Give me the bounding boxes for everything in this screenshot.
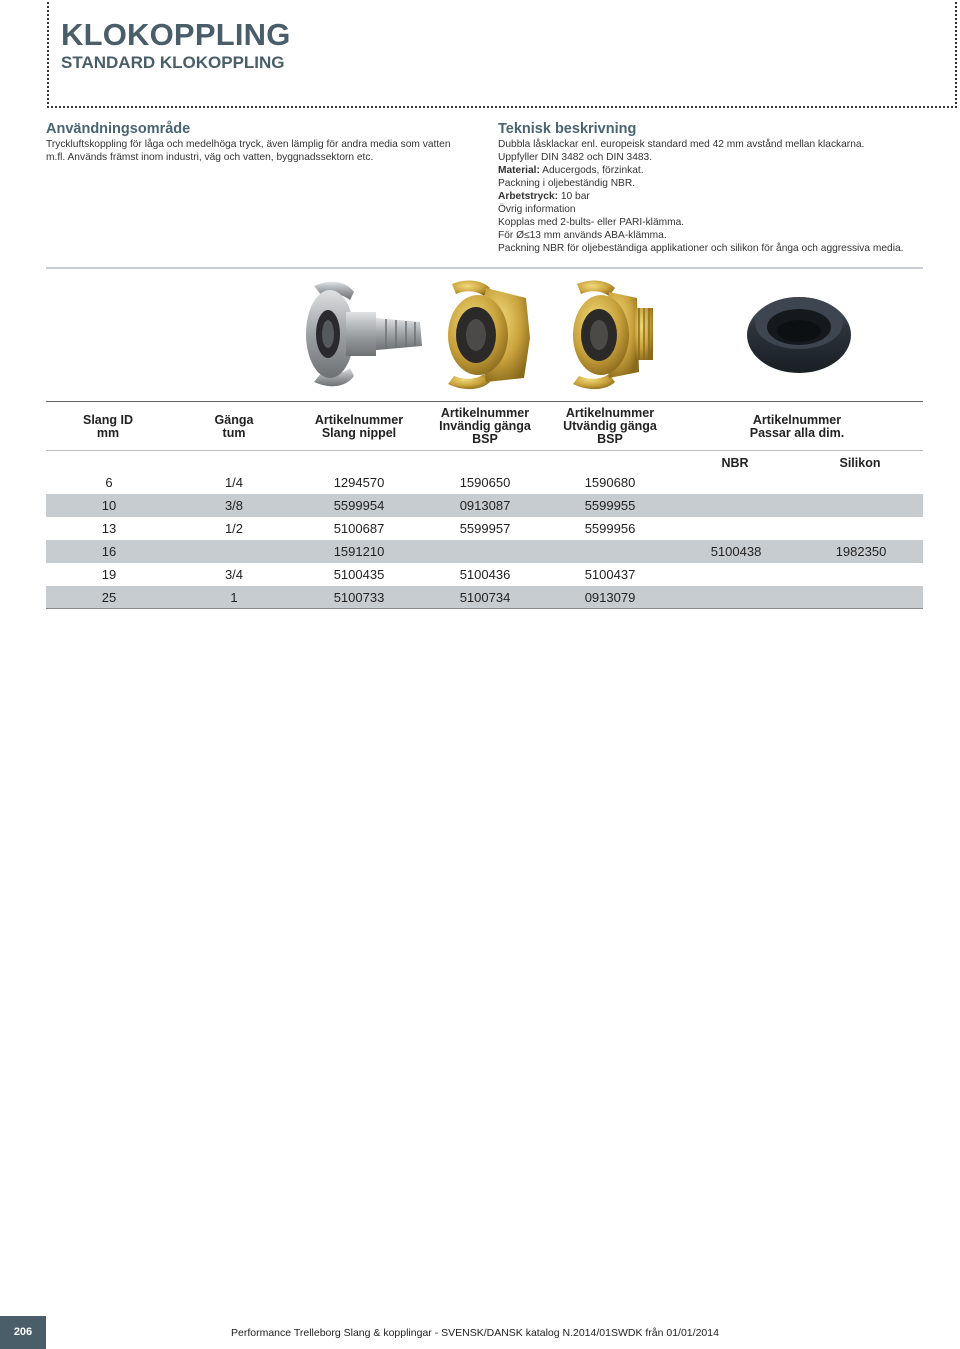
header-line: Artikelnummer xyxy=(314,413,404,427)
pressure-value: 10 bar xyxy=(558,191,590,202)
header-slang-nippel xyxy=(304,414,414,440)
header-line: Artikelnummer xyxy=(565,406,655,420)
female-thread-coupling-image xyxy=(438,278,534,392)
table-row xyxy=(46,471,923,494)
table-cell: 5100734 xyxy=(459,590,511,605)
header-line: Artikelnummer xyxy=(752,413,842,427)
header-line: Gänga xyxy=(214,413,254,427)
seal-gasket-image xyxy=(744,289,854,375)
table-subheader xyxy=(46,450,923,472)
technical-line: Uppfyller DIN 3482 och DIN 3483. xyxy=(498,152,653,163)
table-cell: 1590650 xyxy=(459,475,511,490)
table-body xyxy=(46,471,923,609)
header-line: Invändig gänga xyxy=(439,419,531,433)
header-slang-id xyxy=(68,414,148,440)
table-cell: 19 xyxy=(101,567,117,582)
table-cell: 1294570 xyxy=(333,475,385,490)
table-row xyxy=(46,517,923,540)
header-line: BSP xyxy=(472,432,498,446)
table-cell: 5100437 xyxy=(584,567,636,582)
technical-line: Packning i oljebeständig NBR. xyxy=(498,178,636,189)
technical-line: Övrig information xyxy=(498,204,576,215)
technical-pressure xyxy=(498,190,948,203)
header-line: Artikelnummer xyxy=(440,406,530,420)
table-cell: 5100436 xyxy=(459,567,511,582)
material-value: Aducergods, förzinkat. xyxy=(539,165,644,176)
header-line: tum xyxy=(222,426,246,440)
usage-heading: Användningsområde xyxy=(46,121,191,137)
header-passar xyxy=(732,414,862,440)
table-cell: 5599957 xyxy=(459,521,511,536)
table-cell: 10 xyxy=(101,498,117,513)
pressure-label: Arbetstryck: xyxy=(498,191,559,202)
table-cell: 5100435 xyxy=(333,567,385,582)
page-subtitle: STANDARD KLOKOPPLING xyxy=(61,53,285,72)
technical-line: Kopplas med 2-bults- eller PARI-klämma. xyxy=(498,217,685,228)
header-line: mm xyxy=(96,426,120,440)
table-cell: 13 xyxy=(101,521,117,536)
header-nbr: NBR xyxy=(721,456,749,470)
table-cell: 1591210 xyxy=(333,544,385,559)
header-line: Utvändig gänga xyxy=(563,419,657,433)
table-row xyxy=(46,586,923,609)
table-header xyxy=(46,401,923,471)
footer-text: Performance Trelleborg Slang & kopplingar - SVENSK/DANSK katalog N.2014/01SWDK från 01/01/2014 xyxy=(231,1327,719,1339)
header-line: Passar alla dim. xyxy=(749,426,845,440)
table-cell: 25 xyxy=(101,590,117,605)
hose-nipple-coupling-image xyxy=(302,278,426,390)
table-row xyxy=(46,494,923,517)
header-line: Slang ID xyxy=(82,413,133,427)
table-cell: 5599955 xyxy=(584,498,636,513)
material-label: Material: xyxy=(498,165,540,176)
technical-line: Packning NBR för oljebeständiga applikationer och silikon för ånga och aggressiva media. xyxy=(498,243,904,254)
technical-heading: Teknisk beskrivning xyxy=(498,121,637,137)
table-cell: 5100733 xyxy=(333,590,385,605)
section-divider xyxy=(46,267,923,269)
table-row xyxy=(46,540,923,563)
table-cell: 3/4 xyxy=(224,567,244,582)
article-table xyxy=(46,401,923,609)
header-invandig xyxy=(430,407,540,446)
technical-line: För Ø≤13 mm används ABA-klämma. xyxy=(498,230,667,241)
table-cell: 0913087 xyxy=(459,498,511,513)
table-cell: 6 xyxy=(105,475,113,490)
table-cell: 1590680 xyxy=(584,475,636,490)
header-line: Slang nippel xyxy=(321,426,397,440)
table-cell: 3/8 xyxy=(224,498,244,513)
technical-material xyxy=(498,164,948,177)
table-cell: 1 xyxy=(230,590,238,605)
table-cell: 5100687 xyxy=(333,521,385,536)
table-row xyxy=(46,563,923,586)
header-utvandig xyxy=(555,407,665,446)
table-cell: 5100438 xyxy=(710,544,762,559)
header-silikon: Silikon xyxy=(839,456,881,470)
table-cell: 0913079 xyxy=(584,590,636,605)
technical-line: Dubbla låsklackar enl. europeisk standard med 42 mm avstånd mellan klackarna. xyxy=(498,139,865,150)
page-number: 206 xyxy=(0,1316,46,1349)
table-cell: 1/4 xyxy=(224,475,244,490)
usage-text: Tryckluftskoppling för låga och medelhöga tryck, även lämplig för andra media som vatten m.fl. Används främst inom industri, väg och vatten, byggnadssektorn etc. xyxy=(46,139,451,163)
table-cell: 5599954 xyxy=(333,498,385,513)
table-cell: 1/2 xyxy=(224,521,244,536)
header-ganga xyxy=(194,414,274,440)
technical-section xyxy=(498,121,948,255)
table-cell: 1982350 xyxy=(835,544,887,559)
page-title: KLOKOPPLING xyxy=(61,17,291,52)
header-line: BSP xyxy=(597,432,623,446)
male-thread-coupling-image xyxy=(563,278,659,392)
table-cell: 5599956 xyxy=(584,521,636,536)
usage-section xyxy=(46,121,456,164)
table-cell: 16 xyxy=(101,544,117,559)
